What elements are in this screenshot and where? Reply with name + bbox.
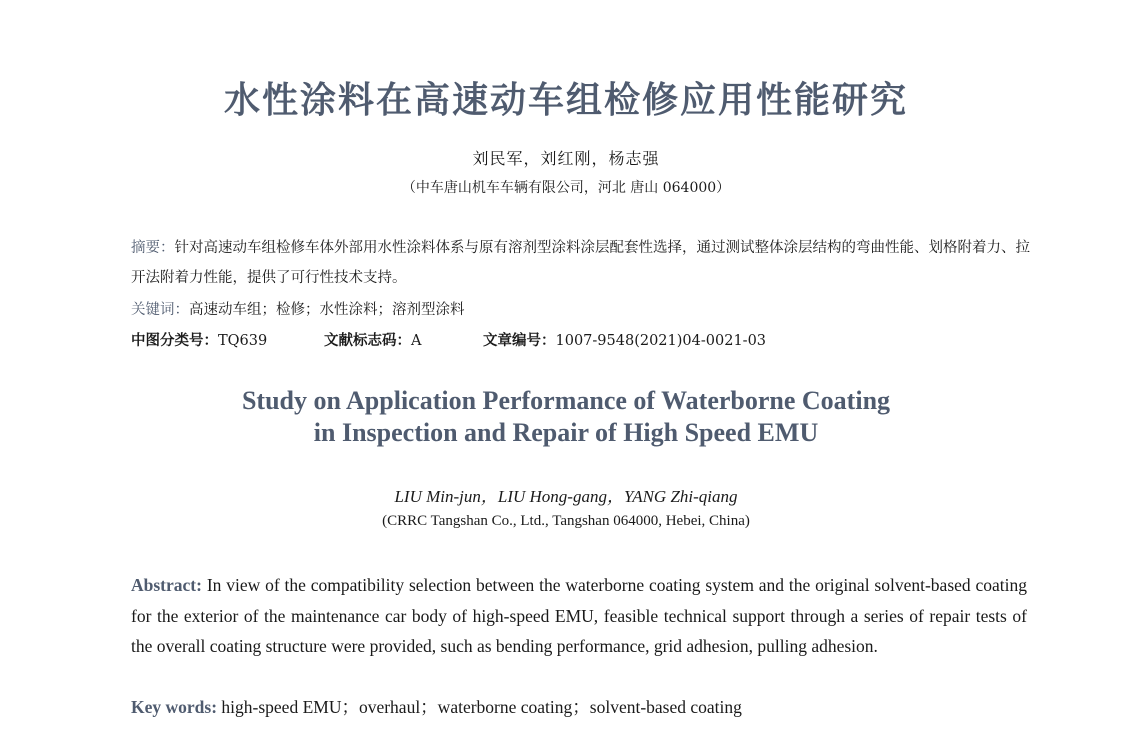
document-code-value: A: [411, 333, 422, 349]
chinese-keywords-label: 关键词：: [131, 302, 189, 318]
english-title: [0, 385, 1132, 449]
article-number: [483, 326, 766, 356]
english-authors: LIU Min-jun，LIU Hong-gang，YANG Zhi-qiang: [394, 487, 738, 506]
document-code: [324, 326, 421, 356]
english-keywords-label: Key words:: [131, 697, 218, 717]
english-affiliation: (CRRC Tangshan Co., Ltd., Tangshan 064000, Hebei, China): [382, 513, 750, 529]
english-title-line-1: Study on Application Performance of Waterborne Coating: [241, 386, 891, 415]
english-title-line-2: in Inspection and Repair of High Speed EMU: [313, 418, 819, 447]
chinese-title: 水性涂料在高速动车组检修应用性能研究: [223, 80, 908, 121]
clc-label: 中图分类号：: [131, 333, 218, 349]
clc-value: TQ639: [218, 333, 268, 349]
article-number-value: 1007-9548(2021)04-0021-03: [555, 333, 767, 349]
chinese-authors: 刘民军，刘红刚，杨志强: [472, 149, 660, 168]
chinese-keywords-text: 高速动车组；检修；水性涂料；溶剂型涂料: [189, 302, 465, 318]
english-keywords-text: high-speed EMU；overhaul；waterborne coating；solvent-based coating: [221, 697, 742, 717]
english-abstract: [131, 570, 1027, 662]
clc-number: [131, 326, 267, 356]
chinese-keywords: [131, 295, 1031, 325]
chinese-abstract-label: 摘要：: [131, 240, 175, 256]
chinese-abstract-text: 针对高速动车组检修车体外部用水性涂料体系与原有溶剂型涂料涂层配套性选择，通过测试整体涂层结构的弯曲性能、划格附着力、拉开法附着力性能，提供了可行性技术支持。: [131, 240, 1030, 286]
chinese-abstract: [131, 233, 1031, 293]
document-code-label: 文献标志码：: [324, 333, 411, 349]
article-number-label: 文章编号：: [483, 333, 556, 349]
chinese-affiliation: （中车唐山机车车辆有限公司，河北 唐山 064000）: [401, 180, 731, 196]
english-abstract-text: In view of the compatibility selection between the waterborne coating system and the original solvent-based coating for the exterior of the maintenance car body of high-speed EMU, feasible technical support through a series of repair tests of the overall coating structure were provided, such as bending performance, grid adhesion, pulling adhesion.: [131, 575, 1028, 656]
english-abstract-label: Abstract:: [131, 575, 202, 595]
english-keywords: [131, 692, 1027, 723]
